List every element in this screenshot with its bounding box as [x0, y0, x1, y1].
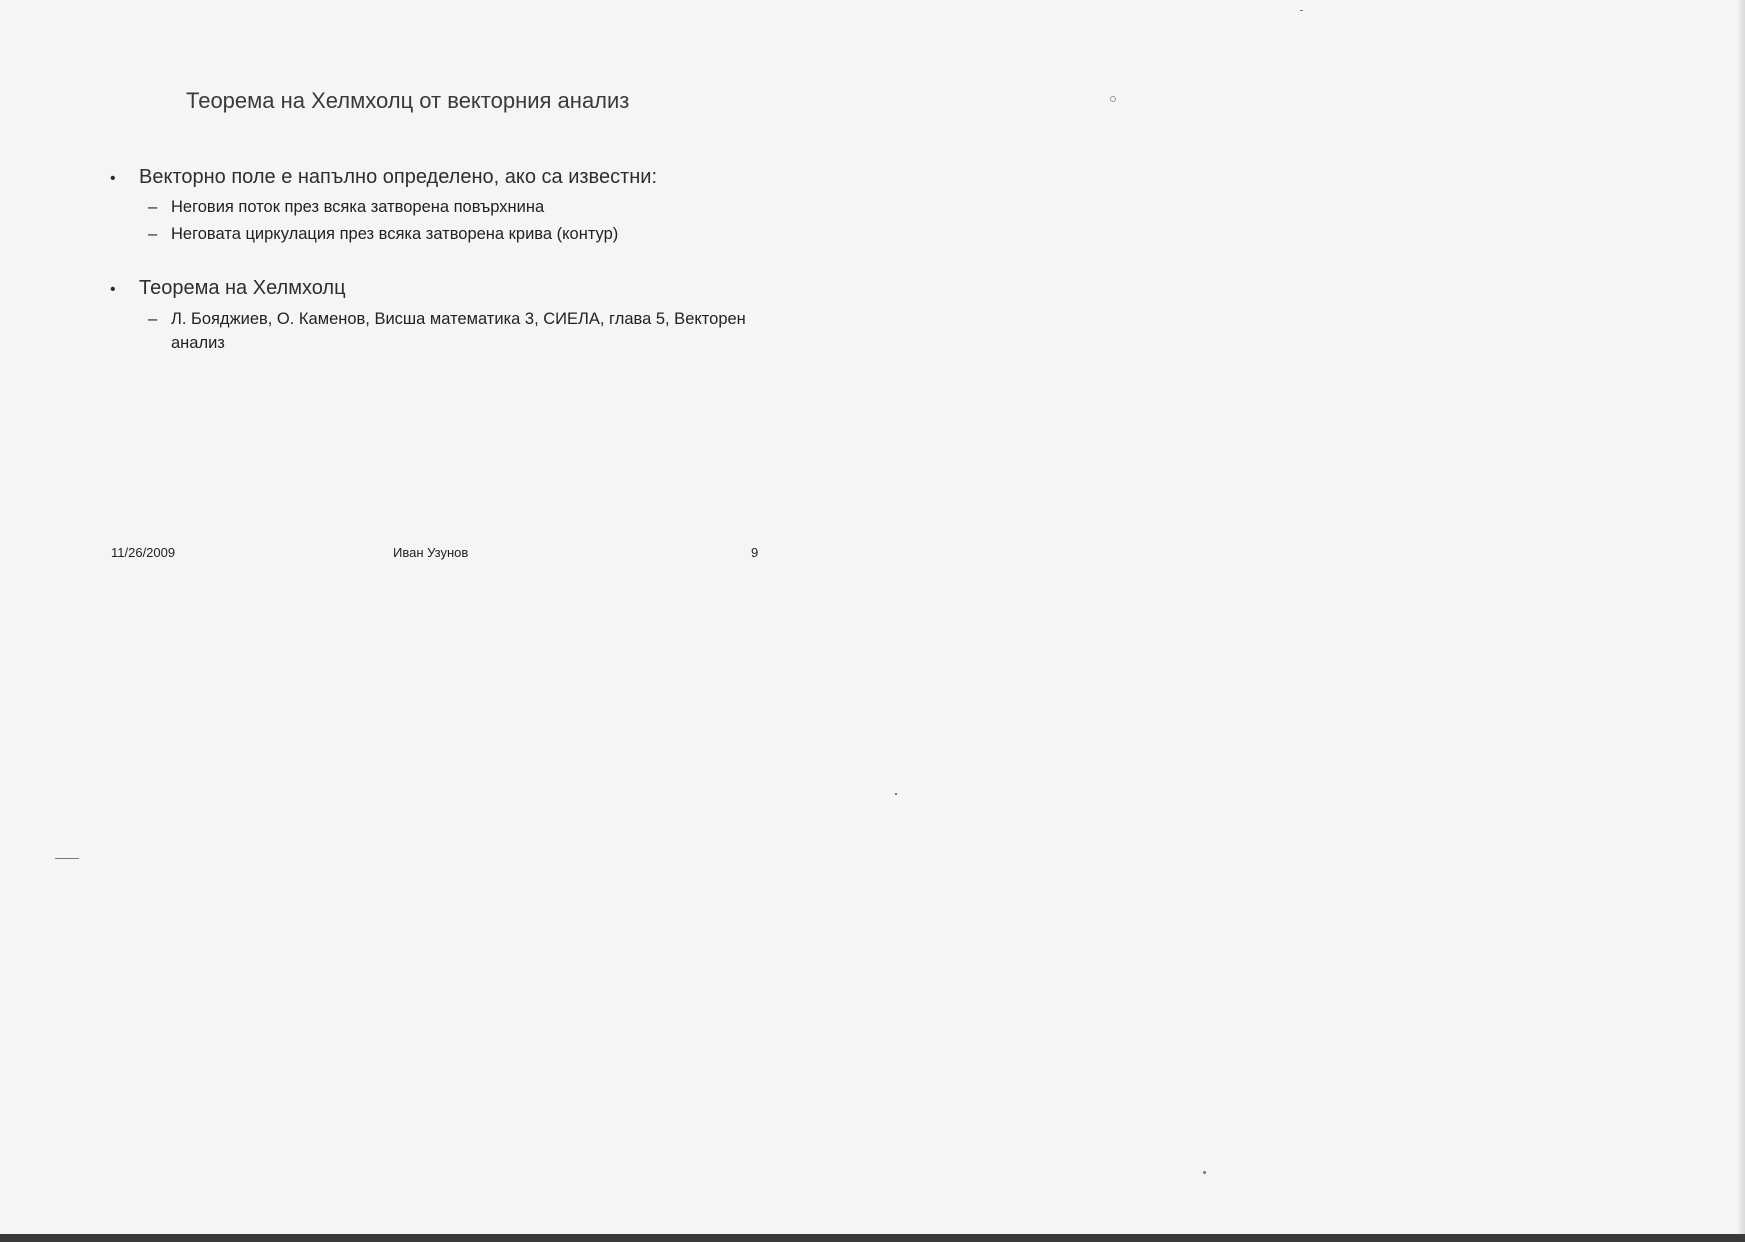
footer-date: 11/26/2009 [111, 545, 176, 560]
footer-author: Иван Узунов [393, 545, 469, 560]
bullet-item [110, 277, 346, 300]
sub-marker: – [148, 198, 158, 216]
sub-item [148, 222, 761, 246]
slide-title: Теорема на Хелмхолц от векторния анализ [186, 88, 630, 113]
sub-marker: – [148, 225, 158, 243]
scan-speck [1110, 96, 1116, 102]
scan-speck [895, 793, 897, 795]
scan-speck [55, 858, 79, 859]
sub-item [148, 195, 761, 219]
sub-item-text: Неговата циркулация през всяка затворена крива (контур) [171, 225, 619, 243]
scan-speck [1300, 10, 1303, 11]
bullet-text: Теорема на Хелмхолц [139, 277, 346, 299]
bullet-item [110, 166, 657, 189]
scan-edge-bottom [0, 1234, 1745, 1242]
sub-item-text: Неговия поток през всяка затворена повърхнина [171, 198, 545, 216]
bullet-text: Векторно поле е напълно определено, ако са известни: [139, 166, 657, 188]
sub-item-text: Л. Бояджиев, О. Каменов, Висша математика 3, СИЕЛА, глава 5, Векторен анализ [171, 310, 746, 352]
bullet-marker: • [110, 170, 116, 187]
bullet-marker: • [110, 281, 116, 298]
scan-speck [1203, 1171, 1206, 1174]
footer-page-number: 9 [751, 545, 759, 560]
sub-item [148, 307, 761, 355]
sub-marker: – [148, 310, 158, 328]
scan-edge-right [1738, 0, 1745, 1242]
